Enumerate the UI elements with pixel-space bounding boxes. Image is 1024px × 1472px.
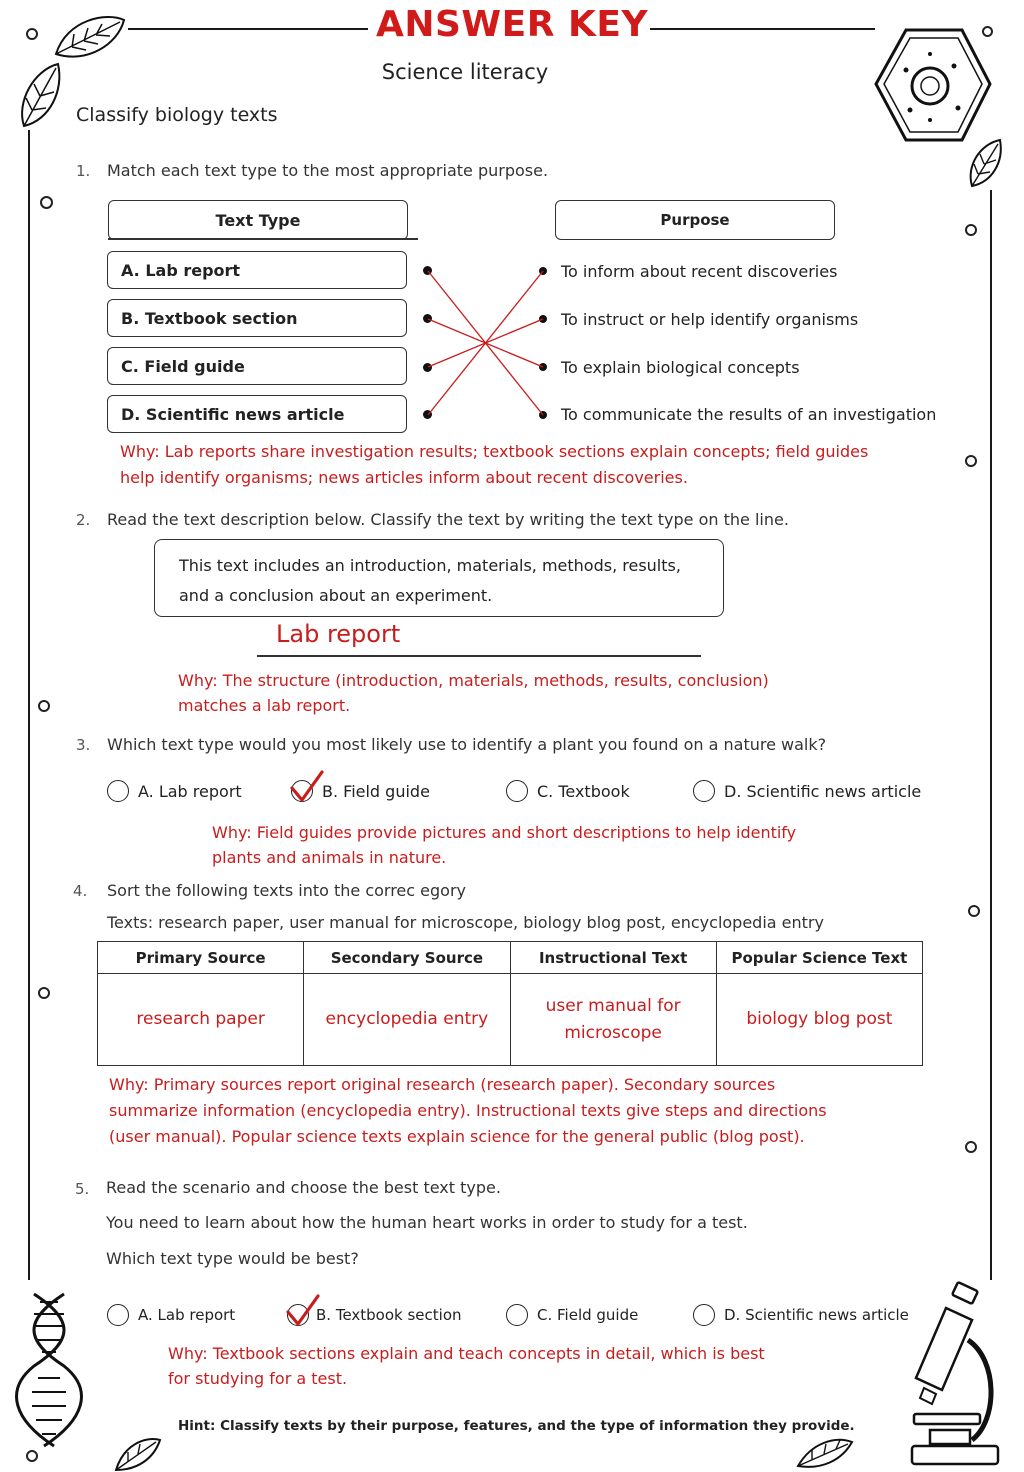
column-header-label: Purpose (660, 211, 730, 229)
answer-line[interactable] (257, 655, 701, 657)
divider (108, 238, 418, 240)
question-number: 2. (76, 511, 91, 529)
explanation-line: help identify organisms; news articles inform about recent discoveries. (120, 468, 688, 487)
option-label: C. Textbook (537, 782, 630, 801)
text-type-label: C. Field guide (121, 356, 245, 376)
text-type-label: D. Scientific news article (121, 404, 345, 424)
question-prompt: Which text type would you most likely use to identify a plant you found on a nature walk? (107, 735, 827, 754)
option-label: C. Field guide (537, 1306, 639, 1324)
cell-line: user manual for (545, 995, 681, 1016)
purpose-label: To inform about recent discoveries (561, 262, 838, 281)
text-type-box (107, 347, 407, 385)
radio-option-a[interactable] (107, 1304, 129, 1326)
description-box (154, 539, 724, 617)
text-type-box (107, 251, 407, 289)
radio-option-a[interactable] (107, 780, 129, 802)
question-number: 5. (75, 1180, 90, 1198)
question-prompt: Read the text description below. Classify the text by writing the text type on the line. (107, 510, 789, 529)
table-header: Popular Science Text (716, 942, 922, 974)
radio-option-c[interactable] (506, 1304, 528, 1326)
match-dot-left[interactable] (423, 410, 432, 419)
purpose-label: To instruct or help identify organisms (561, 310, 859, 329)
microscope-icon (902, 1280, 1002, 1470)
explanation-line: plants and animals in nature. (212, 848, 447, 867)
leaf-icon (796, 1436, 856, 1470)
page-subtitle: Science literacy (381, 60, 549, 84)
cell-line: microscope (564, 1022, 662, 1043)
explanation-line: Why: Field guides provide pictures and short descriptions to help identify (212, 823, 797, 842)
match-dot-right[interactable] (539, 267, 547, 275)
purpose-label: To explain biological concepts (561, 358, 800, 377)
option-label: B. Field guide (322, 782, 430, 801)
option-label: B. Textbook section (316, 1306, 462, 1324)
radio-option-d[interactable] (693, 780, 715, 802)
explanation (168, 1341, 765, 1391)
description-line: and a conclusion about an experiment. (179, 586, 493, 605)
table-cell[interactable] (510, 974, 716, 1066)
option-label: A. Lab report (138, 782, 242, 801)
radio-option-d[interactable] (693, 1304, 715, 1326)
text-type-box (107, 395, 407, 433)
question-text: Which text type would be best? (106, 1249, 359, 1268)
explanation-line: Why: Lab reports share investigation results; textbook sections explain concepts; field guides (120, 442, 869, 461)
table-header: Primary Source (98, 942, 304, 974)
match-dot-left[interactable] (423, 314, 432, 323)
hint-text: Hint: Classify texts by their purpose, features, and the type of information they provide. (178, 1418, 855, 1434)
table-cell[interactable]: biology blog post (716, 974, 922, 1066)
leaf-icon (114, 1436, 164, 1472)
leaf-icon (966, 138, 1006, 190)
circle-ornament (965, 1141, 977, 1153)
explanation (178, 668, 769, 718)
match-dot-right[interactable] (539, 411, 547, 419)
explanation-line: summarize information (encyclopedia entry). Instructional texts give steps and directions (109, 1101, 827, 1120)
match-line (428, 271, 543, 415)
page-title: ANSWER KEY (375, 4, 649, 45)
written-answer: Lab report (276, 620, 401, 648)
column-header-text-type (108, 200, 408, 240)
section-title: Classify biology texts (76, 104, 278, 126)
question-prompt: Match each text type to the most appropriate purpose. (107, 161, 549, 180)
explanation (109, 1072, 827, 1150)
texts-list: Texts: research paper, user manual for microscope, biology blog post, encyclopedia entry (107, 913, 824, 932)
table-header: Secondary Source (304, 942, 510, 974)
column-header-label: Text Type (215, 210, 301, 230)
purpose-label: To communicate the results of an investigation (561, 405, 937, 424)
explanation-line: (user manual). Popular science texts explain science for the general public (blog post). (109, 1127, 805, 1146)
circle-ornament (38, 700, 50, 712)
circle-ornament (968, 905, 980, 917)
match-dot-left[interactable] (423, 266, 432, 275)
match-dot-left[interactable] (423, 363, 432, 372)
text-type-box (107, 299, 407, 337)
explanation-line: for studying for a test. (168, 1369, 348, 1388)
option-label: D. Scientific news article (724, 782, 922, 801)
question-prompt: Sort the following texts into the correc egory (107, 881, 466, 900)
table-header-row (98, 942, 923, 974)
radio-option-c[interactable] (506, 780, 528, 802)
explanation-line: matches a lab report. (178, 696, 351, 715)
question-number: 3. (76, 736, 91, 754)
question-number: 4. (73, 882, 88, 900)
table-cell[interactable]: encyclopedia entry (304, 974, 510, 1066)
option-label: A. Lab report (138, 1306, 236, 1324)
column-header-purpose (555, 200, 835, 240)
table-cell[interactable]: research paper (98, 974, 304, 1066)
question-prompt: Read the scenario and choose the best text type. (106, 1178, 501, 1197)
explanation-line: Why: The structure (introduction, materials, methods, results, conclusion) (178, 671, 769, 690)
explanation (212, 820, 796, 870)
text-type-label: B. Textbook section (121, 308, 298, 328)
circle-ornament (965, 224, 977, 236)
circle-ornament (40, 196, 53, 209)
table-header: Instructional Text (510, 942, 716, 974)
match-line (428, 319, 543, 367)
question-number: 1. (76, 162, 91, 180)
sort-table (97, 941, 923, 1066)
explanation (120, 439, 868, 491)
option-label: D. Scientific news article (724, 1306, 909, 1324)
text-type-label: A. Lab report (121, 260, 241, 280)
dna-icon (14, 1290, 84, 1450)
match-dot-right[interactable] (539, 363, 547, 371)
match-line (428, 319, 543, 367)
match-line (428, 271, 543, 415)
scenario-text: You need to learn about how the human heart works in order to study for a test. (106, 1213, 748, 1232)
match-dot-right[interactable] (539, 315, 547, 323)
table-row (98, 974, 923, 1066)
circle-ornament (38, 987, 50, 999)
explanation-line: Why: Textbook sections explain and teach concepts in detail, which is best (168, 1344, 765, 1363)
description-line: This text includes an introduction, materials, methods, results, (179, 556, 681, 575)
checkmark-icon (289, 770, 325, 804)
circle-ornament (965, 455, 977, 467)
circle-ornament (26, 1450, 38, 1462)
explanation-line: Why: Primary sources report original research (research paper). Secondary sources (109, 1075, 776, 1094)
